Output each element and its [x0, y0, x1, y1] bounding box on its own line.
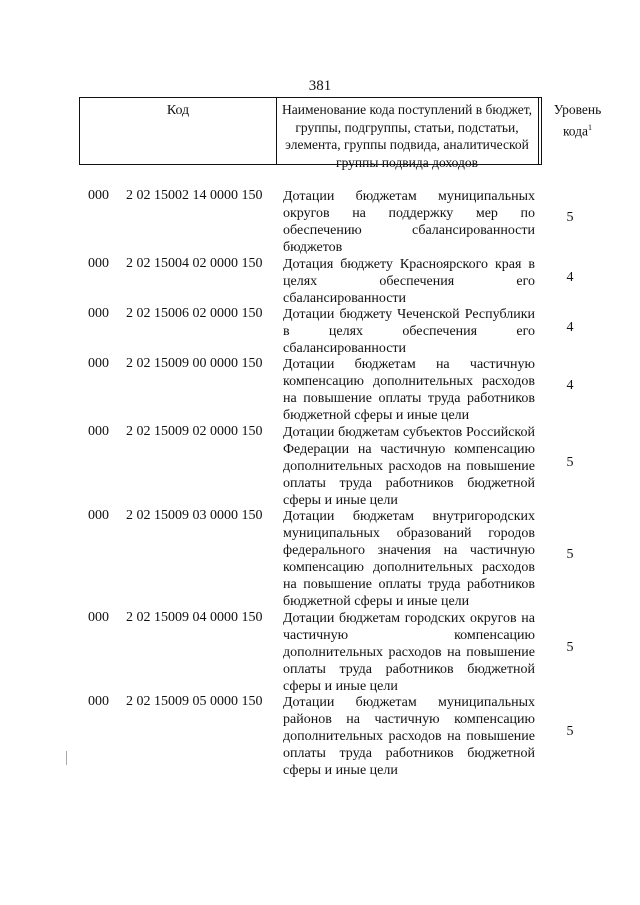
admin-code: 000 [88, 508, 109, 523]
code-level: 5 [566, 455, 574, 470]
revenue-code: 2 02 15009 02 0000 150 [126, 424, 263, 439]
revenue-name: Дотации бюджетам городских округов на частичную компенсацию дополнительных расходов на повышение оплаты труда работников бюджетной сферы и иные цели [283, 611, 535, 694]
admin-code: 000 [88, 256, 109, 271]
page-number: 381 [308, 78, 332, 94]
revenue-code: 2 02 15009 05 0000 150 [126, 694, 263, 709]
code-level: 5 [566, 547, 574, 562]
header-code: Код [166, 103, 190, 118]
admin-code: 000 [88, 694, 109, 709]
revenue-name: Дотации бюджетам муниципальных районов на частичную компенсацию дополнительных расходов на повышение оплаты труда работников бюджетной сферы и иные цели [283, 695, 535, 778]
code-level: 4 [566, 270, 574, 285]
header-divider [538, 97, 539, 165]
admin-code: 000 [88, 306, 109, 321]
revenue-code: 2 02 15006 02 0000 150 [126, 306, 263, 321]
scan-artifact [66, 751, 67, 765]
revenue-code: 2 02 15004 02 0000 150 [126, 256, 263, 271]
revenue-code: 2 02 15009 03 0000 150 [126, 508, 263, 523]
header-name: Наименование кода поступлений в бюджет, группы, подгруппы, статьи, подстатьи, элемента, группы подвида, аналитической группы подвида доходов [281, 102, 532, 170]
revenue-code: 2 02 15009 00 0000 150 [126, 356, 263, 371]
revenue-code: 2 02 15009 04 0000 150 [126, 610, 263, 625]
code-level: 5 [566, 210, 574, 225]
revenue-name: Дотации бюджетам на частичную компенсацию дополнительных расходов на повышение оплаты труда работников бюджетной сферы и иные цели [283, 357, 535, 423]
header-level [542, 101, 613, 140]
admin-code: 000 [88, 356, 109, 371]
header-level-text: Уровень кода [553, 102, 602, 138]
table-header [79, 97, 602, 170]
header-level-footnote: 1 [588, 122, 593, 132]
admin-code: 000 [88, 610, 109, 625]
code-level: 4 [566, 378, 574, 393]
admin-code: 000 [88, 188, 109, 203]
revenue-name: Дотации бюджету Чеченской Республики в целях обеспечения его сбалансированности [283, 307, 535, 356]
code-level: 4 [566, 320, 574, 335]
revenue-code: 2 02 15002 14 0000 150 [126, 188, 263, 203]
code-level: 5 [566, 640, 574, 655]
admin-code: 000 [88, 424, 109, 439]
revenue-name: Дотации бюджетам внутригородских муниципальных образований городов федерального значения на частичную компенсацию дополнительных расходов на повышение оплаты труда работников бюджетной сферы и иные цели [283, 509, 535, 609]
revenue-name: Дотации бюджетам муниципальных округов на поддержку мер по обеспечению сбалансированности бюджетов [283, 189, 535, 255]
code-level: 5 [566, 724, 574, 739]
revenue-name: Дотации бюджетам субъектов Российской Федерации на частичную компенсацию дополнительных расходов на повышение оплаты труда работников бюджетной сферы и иные цели [283, 425, 535, 508]
revenue-name: Дотация бюджету Красноярского края в целях обеспечения его сбалансированности [283, 257, 535, 306]
